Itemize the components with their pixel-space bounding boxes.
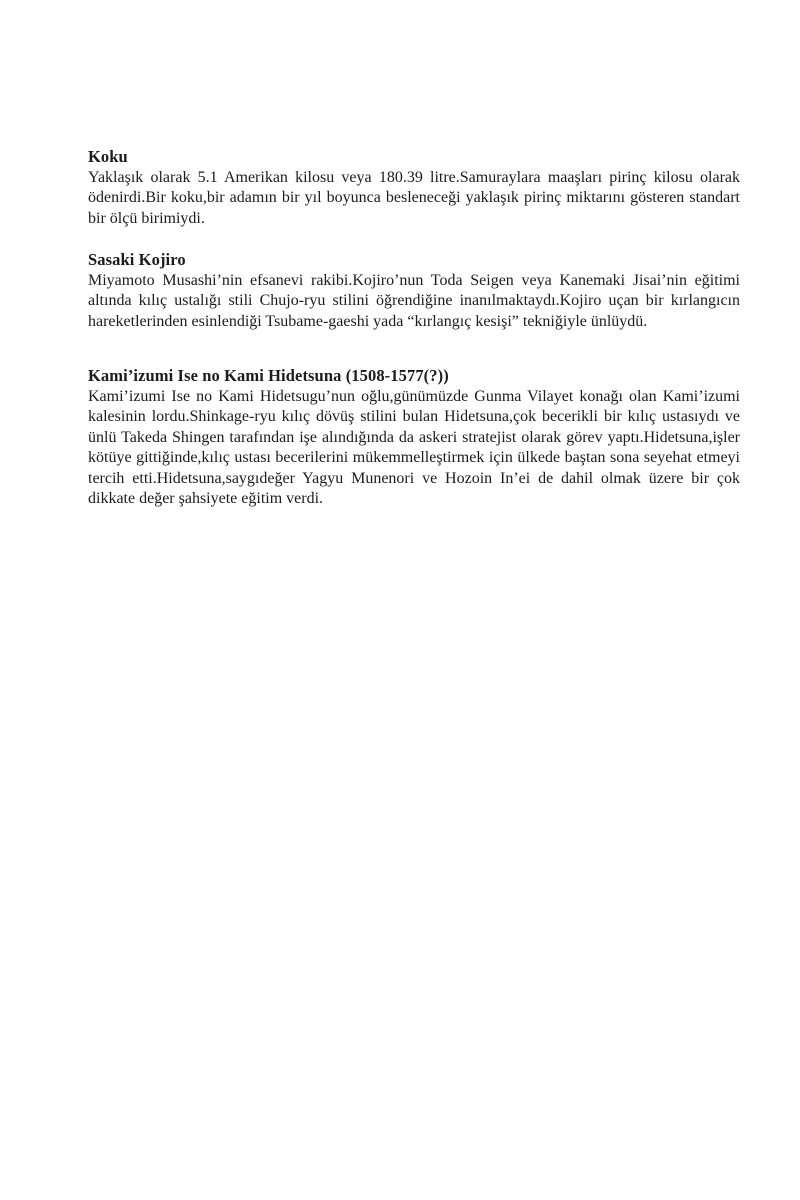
document-page bbox=[88, 147, 740, 510]
section-koku-body: Yaklaşık olarak 5.1 Amerikan kilosu veya 180.39 litre.Samuraylara maaşları pirinç kilosu olarak ödenirdi.Bir koku,bir adamın bir yıl boyunca besleneceği yaklaşık pirinç miktarını gösteren standart bir ölçü birimiydi. bbox=[88, 168, 740, 227]
section-sasaki-kojiro-body: Miyamoto Musashi’nin efsanevi rakibi.Kojiro’nun Toda Seigen veya Kanemaki Jisai’nin eğitimi altında kılıç ustalığı stili Chujo-ryu stilini öğrendiğine inanılmaktaydı.Kojiro uçan bir kırlangıcın hareketlerinden esinlendiği Tsubame-gaeshi yada “kırlangıç kesişi” tekniğiyle ünlüydü. bbox=[88, 271, 740, 330]
section-koku bbox=[88, 147, 740, 229]
section-kamiizumi bbox=[88, 366, 740, 510]
section-sasaki-kojiro bbox=[88, 250, 740, 332]
section-kamiizumi-heading: Kami’izumi Ise no Kami Hidetsuna (1508-1577(?)) bbox=[88, 366, 449, 385]
section-koku-heading: Koku bbox=[88, 147, 128, 166]
section-kamiizumi-body: Kami’izumi Ise no Kami Hidetsugu’nun oğlu,günümüzde Gunma Vilayet konağı olan Kami’izumi kalesinin lordu.Shinkage-ryu kılıç dövüş stilini bulan Hidetsuna,çok becerikli bir kılıç ustasıydı ve ünlü Takeda Shingen tarafından işe alındığında da askeri stratejist olarak görev yaptı.Hidetsuna,işler kötüye gittiğinde,kılıç ustası becerilerini mükemmelleştirmek için ülkede baştan sona seyehat etmeyi tercih etti.Hidetsuna,saygıdeğer Yagyu Munenori ve Hozoin In’ei de dahil olmak üzere bir çok dikkate değer şahsiyete eğitim verdi. bbox=[88, 387, 740, 507]
section-sasaki-kojiro-heading: Sasaki Kojiro bbox=[88, 250, 186, 269]
